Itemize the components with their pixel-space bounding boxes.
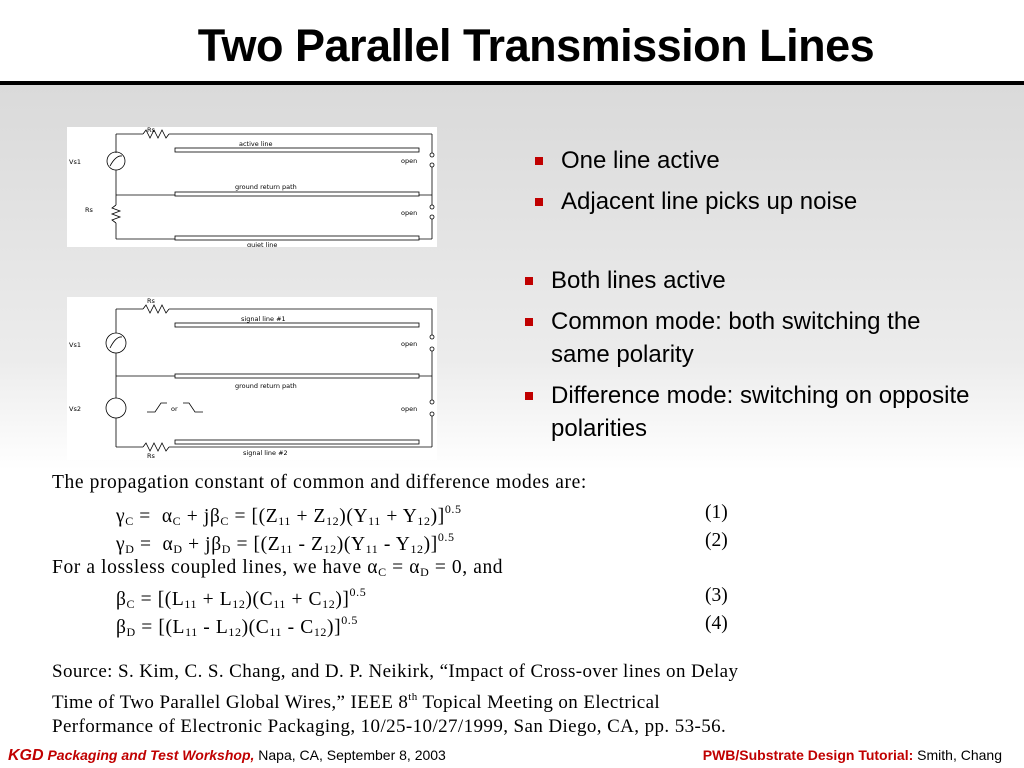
or-label: or (171, 405, 178, 413)
bullet-square-icon (525, 277, 533, 285)
circuit-diagram-one-active (67, 127, 437, 247)
bullet-square-icon (525, 392, 533, 400)
lossless-statement: For a lossless coupled lines, we have $\alpha_C = \alpha_D = 0$, and (52, 557, 504, 579)
rs-top-label: Rs (147, 297, 155, 305)
equation-3: $\beta_C = [(L_{11} + L_{12})(C_{11} + C_{12})]^{0.5}$ (116, 585, 367, 611)
title-rule (0, 81, 1024, 85)
equation-1-number: (1) (705, 502, 728, 523)
ground-return-label: ground return path (235, 382, 297, 390)
bullet-item: Difference mode: switching on opposite polarities (521, 379, 971, 445)
equation-1: $\gamma_C = \alpha_C + j\beta_C = [(Z_{11} + Z_{12})(Y_{11} + Y_{12})]^{0.5}$ (116, 502, 462, 528)
bullet-list-one-active (531, 144, 971, 226)
vs2-label: Vs2 (69, 405, 81, 413)
quiet-line-label: quiet line (247, 241, 278, 247)
ground-conductor (175, 374, 419, 378)
bullet-square-icon (535, 198, 543, 206)
falling-edge-icon (183, 403, 203, 412)
bullet-item: Common mode: both switching the same polarity (521, 305, 971, 371)
kgd-label: KGD (8, 747, 44, 764)
signal-line-1-label: signal line #1 (241, 315, 286, 323)
rs-left-label: Rs (85, 206, 93, 214)
active-line-label: active line (239, 140, 273, 148)
vs1-label: Vs1 (69, 341, 81, 349)
source1-waveform-icon (110, 337, 122, 348)
rs-bottom-label: Rs (147, 452, 155, 460)
equation-4: $\beta_D = [(L_{11} - L_{12})(C_{11} - C_{12})]^{0.5}$ (116, 613, 359, 639)
equations-intro: The propagation constant of common and difference modes are: (52, 472, 587, 493)
open-top-label: open (401, 340, 418, 348)
footer (0, 743, 1024, 768)
ground-conductor (175, 192, 419, 196)
bullet-square-icon (535, 157, 543, 165)
workshop-label: Packaging and Test Workshop, (43, 747, 255, 763)
open-top-label: open (401, 157, 418, 165)
source-waveform-icon (110, 156, 122, 166)
signal-line-2-conductor (175, 440, 419, 444)
bullet-item: Adjacent line picks up noise (531, 185, 971, 218)
quiet-line-conductor (175, 236, 419, 240)
equation-3-number: (3) (705, 585, 728, 606)
open-bottom-label: open (401, 209, 418, 217)
location-date: Napa, CA, September 8, 2003 (254, 747, 446, 763)
source-citation (52, 660, 982, 740)
footer-right (703, 747, 1002, 763)
source-line-1: Source: S. Kim, C. S. Chang, and D. P. Neikirk, “Impact of Cross-over lines on Delay (52, 661, 739, 682)
ground-return-label: ground return path (235, 183, 297, 191)
source-line-2: Time of Two Parallel Global Wires,” IEEE 8th Topical Meeting on Electrical (52, 690, 661, 713)
open-bottom-label: open (401, 405, 418, 413)
bullet-item: One line active (531, 144, 971, 177)
tutorial-label: PWB/Substrate Design Tutorial: (702, 747, 914, 763)
rs-top-label: Rs (147, 127, 155, 134)
signal-line-2-label: signal line #2 (243, 449, 288, 457)
authors-label: Smith, Chang (913, 747, 1002, 763)
vs1-label: Vs1 (69, 158, 81, 166)
equation-4-number: (4) (705, 613, 728, 634)
slide-title: Two Parallel Transmission Lines (197, 20, 875, 71)
circuit-diagram-both-active (67, 297, 437, 460)
signal-line-1-conductor (175, 323, 419, 327)
equation-2-number: (2) (705, 530, 728, 551)
bullet-item: Both lines active (521, 264, 971, 297)
active-line-conductor (175, 148, 419, 152)
rising-edge-icon (147, 403, 167, 412)
bullet-square-icon (525, 318, 533, 326)
bullet-list-both-active (521, 264, 971, 453)
equation-2: $\gamma_D = \alpha_D + j\beta_D = [(Z_{11} - Z_{12})(Y_{11} - Y_{12})]^{0.5}$ (116, 530, 455, 556)
source-line-3: Performance of Electronic Packaging, 10/25-10/27/1999, San Diego, CA, pp. 53-56. (52, 716, 727, 737)
footer-left (8, 747, 446, 765)
